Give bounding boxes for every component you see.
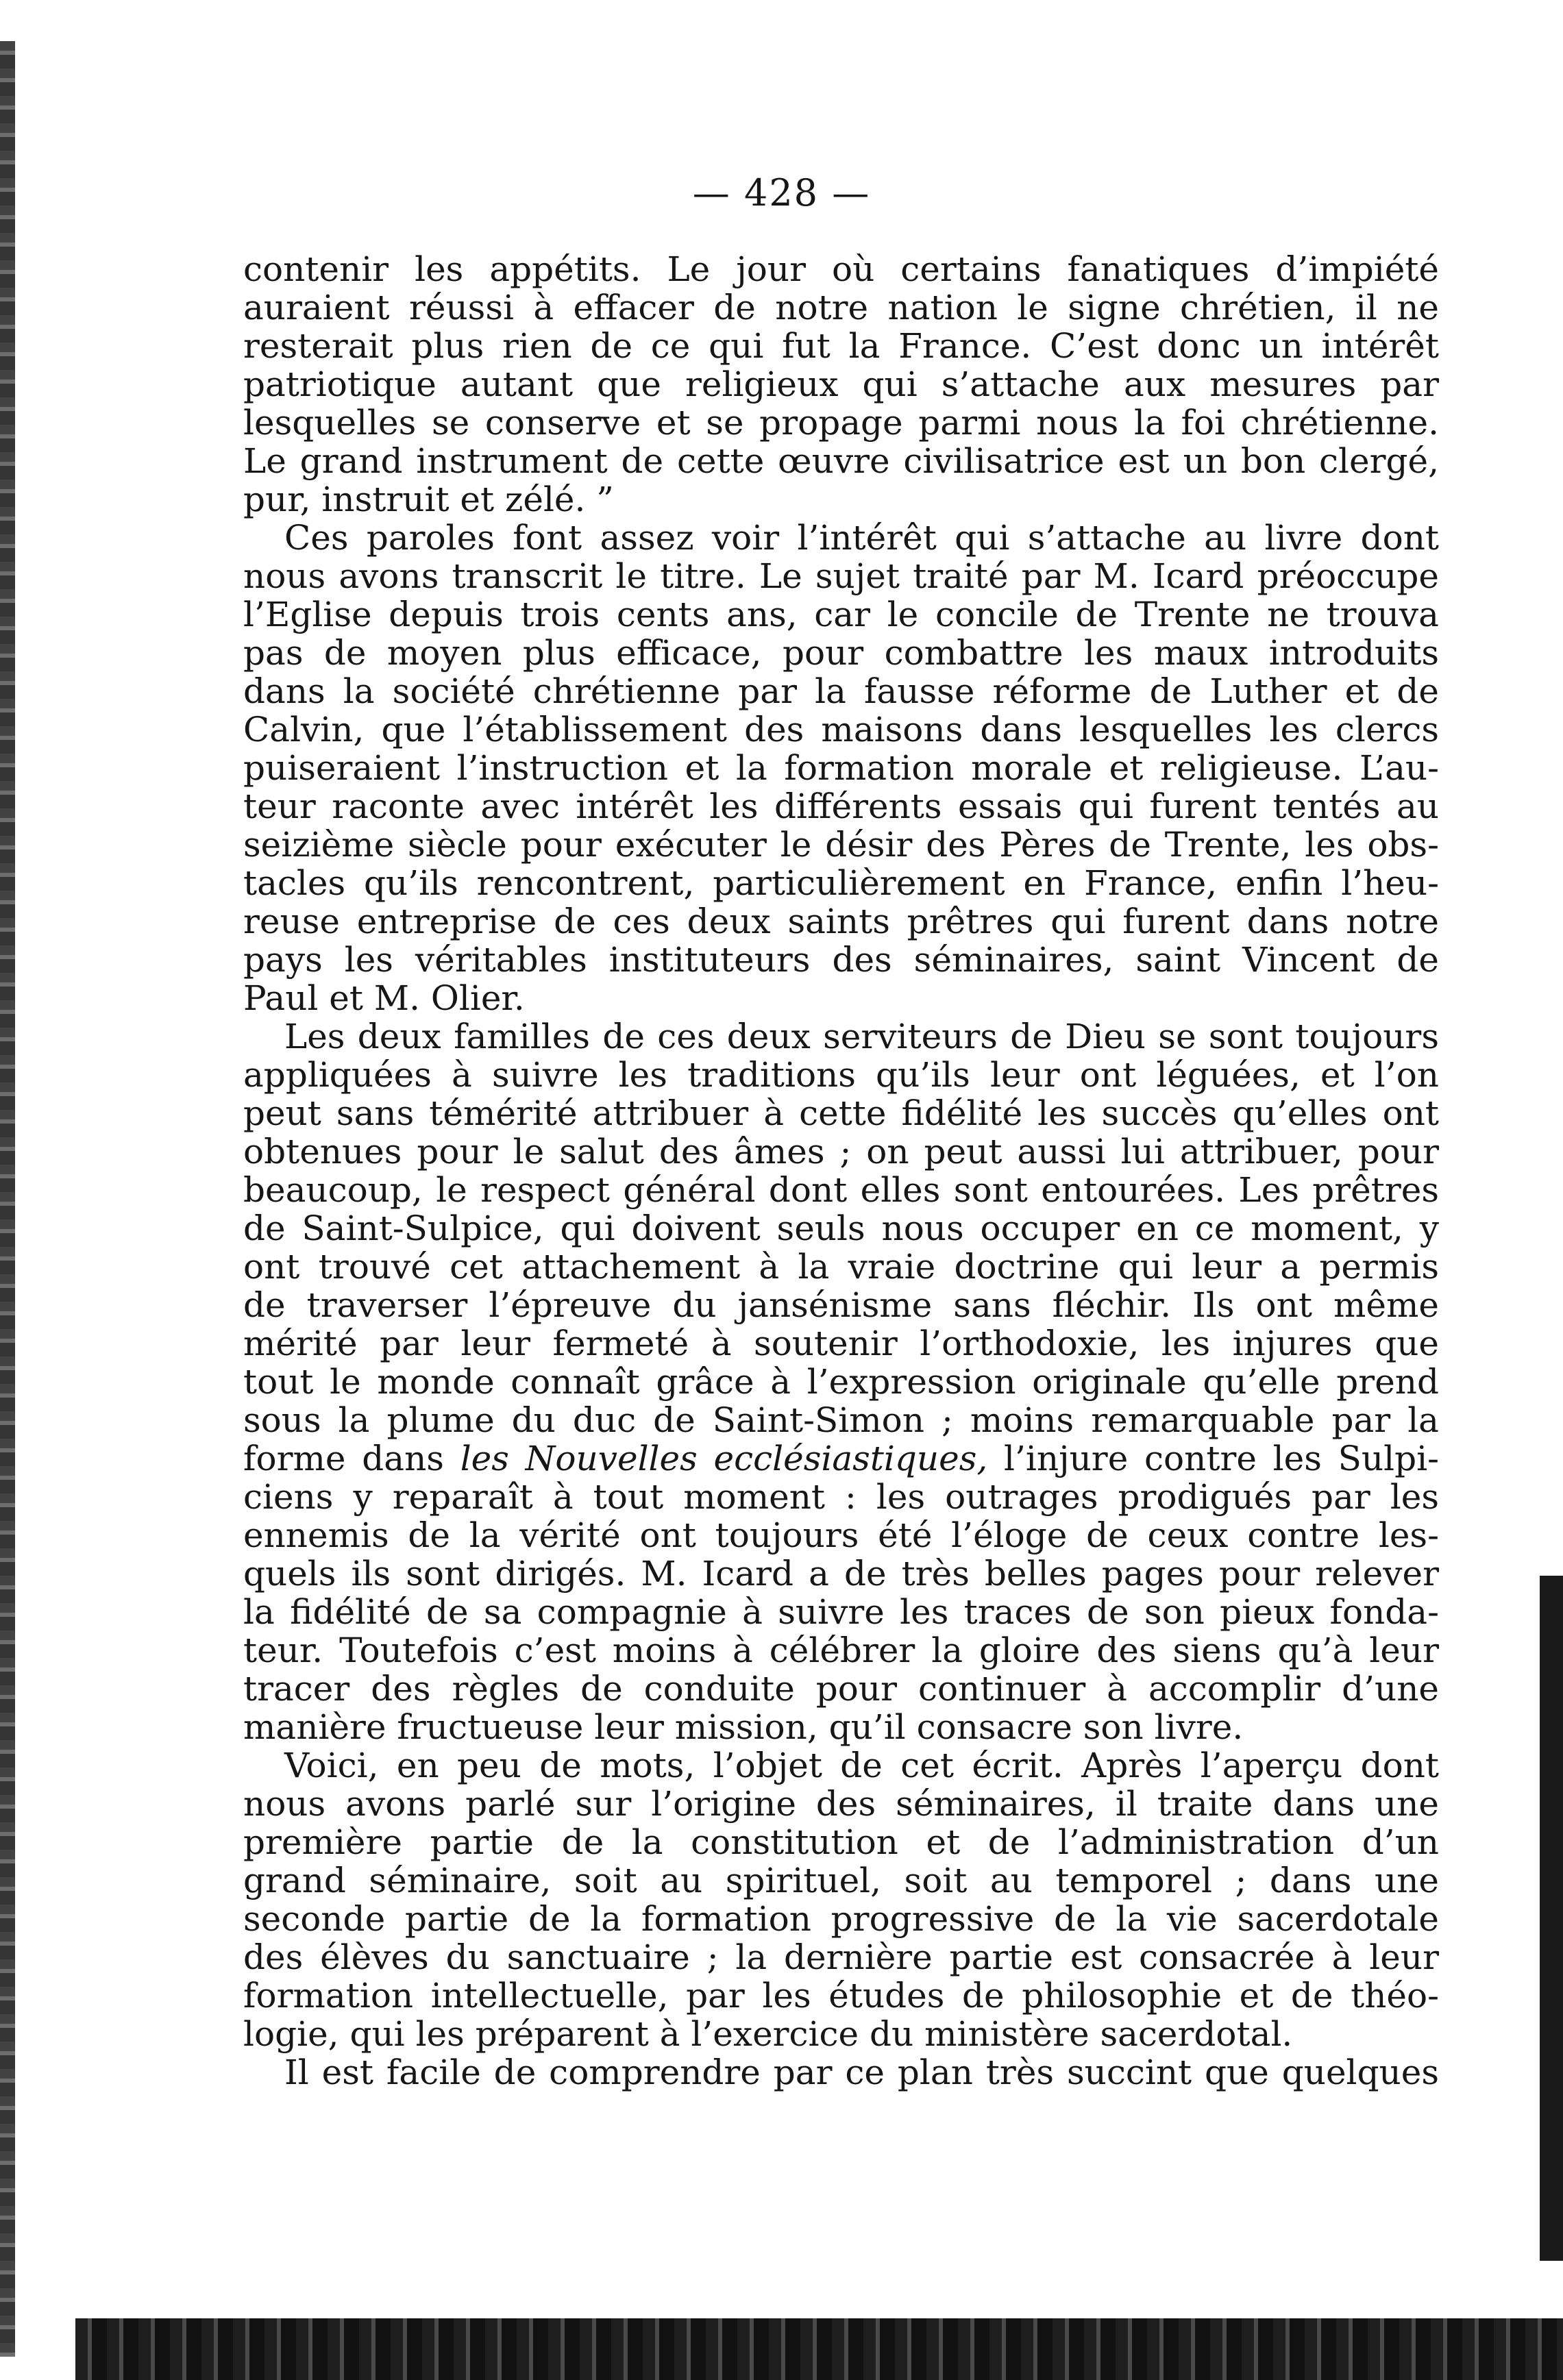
text-line: pur, instruit et zélé. ” xyxy=(243,480,614,519)
text-line: resterait plus rien de ce qui fut la France. C’est donc un intérêt xyxy=(243,327,1439,365)
text-line: de Saint-Sulpice, qui doivent seuls nous occuper en ce moment, y xyxy=(243,1209,1439,1248)
text-line: formation intellectuelle, par les études de philosophie et de théo- xyxy=(243,1976,1439,2015)
text-line: lesquelles se conserve et se propage parmi nous la foi chrétienne. xyxy=(243,404,1439,442)
text-line: patriotique autant que religieux qui s’attache aux mesures par xyxy=(243,365,1439,404)
text-line: première partie de la constitution et de l’administration d’un xyxy=(243,1823,1439,1861)
text-line: teur raconte avec intérêt les différents essais qui furent tentés au xyxy=(243,787,1439,826)
text-line: quels ils sont dirigés. M. Icard a de très belles pages pour relever xyxy=(243,1554,1439,1593)
text-line: Ces paroles font assez voir l’intérêt qui s’attache au livre dont xyxy=(284,519,1439,557)
text-line: appliquées à suivre les traditions qu’ils leur ont léguées, et l’on xyxy=(243,1056,1439,1094)
text-line: tracer des règles de conduite pour continuer à accomplir d’une xyxy=(243,1670,1439,1708)
text-line: manière fructueuse leur mission, qu’il consacre son livre. xyxy=(243,1708,1244,1746)
text-line: Le grand instrument de cette œuvre civilisatrice est un bon clergé, xyxy=(243,442,1439,480)
text-line: reuse entreprise de ces deux saints prêtres qui furent dans notre xyxy=(243,902,1439,941)
text-line: Il est facile de comprendre par ce plan très succint que quelques xyxy=(284,2053,1439,2092)
text-line: l’Eglise depuis trois cents ans, car le concile de Trente ne trouva xyxy=(243,595,1439,634)
text-line: Les deux familles de ces deux serviteurs de Dieu se sont toujours xyxy=(284,1017,1439,1056)
text-line: ont trouvé cet attachement à la vraie doctrine qui leur a permis xyxy=(243,1248,1439,1286)
text-line: la fidélité de sa compagnie à suivre les traces de son pieux fonda- xyxy=(243,1593,1439,1631)
text-span: forme dans xyxy=(243,1439,460,1478)
text-line: nous avons transcrit le titre. Le sujet traité par M. Icard préoccupe xyxy=(243,557,1439,595)
text-line: seconde partie de la formation progressive de la vie sacerdotale xyxy=(243,1900,1439,1938)
text-line: obtenues pour le salut des âmes ; on peut aussi lui attribuer, pour xyxy=(243,1132,1439,1171)
page-number: — 428 — xyxy=(692,171,871,214)
text-line: grand séminaire, soit au spirituel, soit au temporel ; dans une xyxy=(243,1861,1439,1900)
text-line: sous la plume du duc de Saint-Simon ; moins remarquable par la xyxy=(243,1401,1439,1439)
text-line: beaucoup, le respect général dont elles sont entourées. Les prêtres xyxy=(243,1171,1439,1209)
text-line: de traverser l’épreuve du jansénisme sans fléchir. Ils ont même xyxy=(243,1286,1439,1324)
text-line: ennemis de la vérité ont toujours été l’éloge de ceux contre les- xyxy=(243,1516,1439,1554)
text-line: dans la société chrétienne par la fausse réforme de Luther et de xyxy=(243,672,1439,710)
italic-title: les Nouvelles ecclésiastiques, xyxy=(460,1439,988,1478)
text-line: mérité par leur fermeté à soutenir l’orthodoxie, les injures que xyxy=(243,1324,1439,1363)
text-line: contenir les appétits. Le jour où certains fanatiques d’impiété xyxy=(243,250,1439,288)
text-line: Voici, en peu de mots, l’objet de cet écrit. Après l’aperçu dont xyxy=(284,1746,1439,1785)
scan-edge-bottom xyxy=(75,2318,1563,2380)
text-line: teur. Toutefois c’est moins à célébrer la gloire des siens qu’à leur xyxy=(243,1631,1439,1670)
text-line: tout le monde connaît grâce à l’expression originale qu’elle prend xyxy=(243,1363,1439,1401)
text-line: nous avons parlé sur l’origine des séminaires, il traite dans une xyxy=(243,1785,1439,1823)
text-line xyxy=(243,1439,1439,1478)
text-line: ciens y reparaît à tout moment : les outrages prodigués par les xyxy=(243,1478,1439,1516)
text-line: pays les véritables instituteurs des séminaires, saint Vincent de xyxy=(243,941,1439,979)
text-line: Calvin, que l’établissement des maisons dans lesquelles les clercs xyxy=(243,710,1439,749)
text-line: puiseraient l’instruction et la formation morale et religieuse. L’au- xyxy=(243,749,1439,787)
text-line: logie, qui les préparent à l’exercice du ministère sacerdotal. xyxy=(243,2015,1293,2053)
text-line: pas de moyen plus efficace, pour combattre les maux introduits xyxy=(243,634,1439,672)
text-line: peut sans témérité attribuer à cette fidélité les succès qu’elles ont xyxy=(243,1094,1439,1132)
text-line: Paul et M. Olier. xyxy=(243,979,525,1017)
text-span: l’injure contre les Sulpi- xyxy=(987,1439,1439,1478)
text-line: seizième siècle pour exécuter le désir des Pères de Trente, les obs- xyxy=(243,826,1439,864)
scan-edge-left xyxy=(0,41,15,2357)
text-line: tacles qu’ils rencontrent, particulièrement en France, enfin l’heu- xyxy=(243,864,1439,902)
scan-edge-right xyxy=(1540,1576,1563,2261)
body-text xyxy=(243,250,1439,2092)
text-line: auraient réussi à effacer de notre nation le signe chrétien, il ne xyxy=(243,288,1439,327)
text-line: des élèves du sanctuaire ; la dernière partie est consacrée à leur xyxy=(243,1938,1439,1976)
